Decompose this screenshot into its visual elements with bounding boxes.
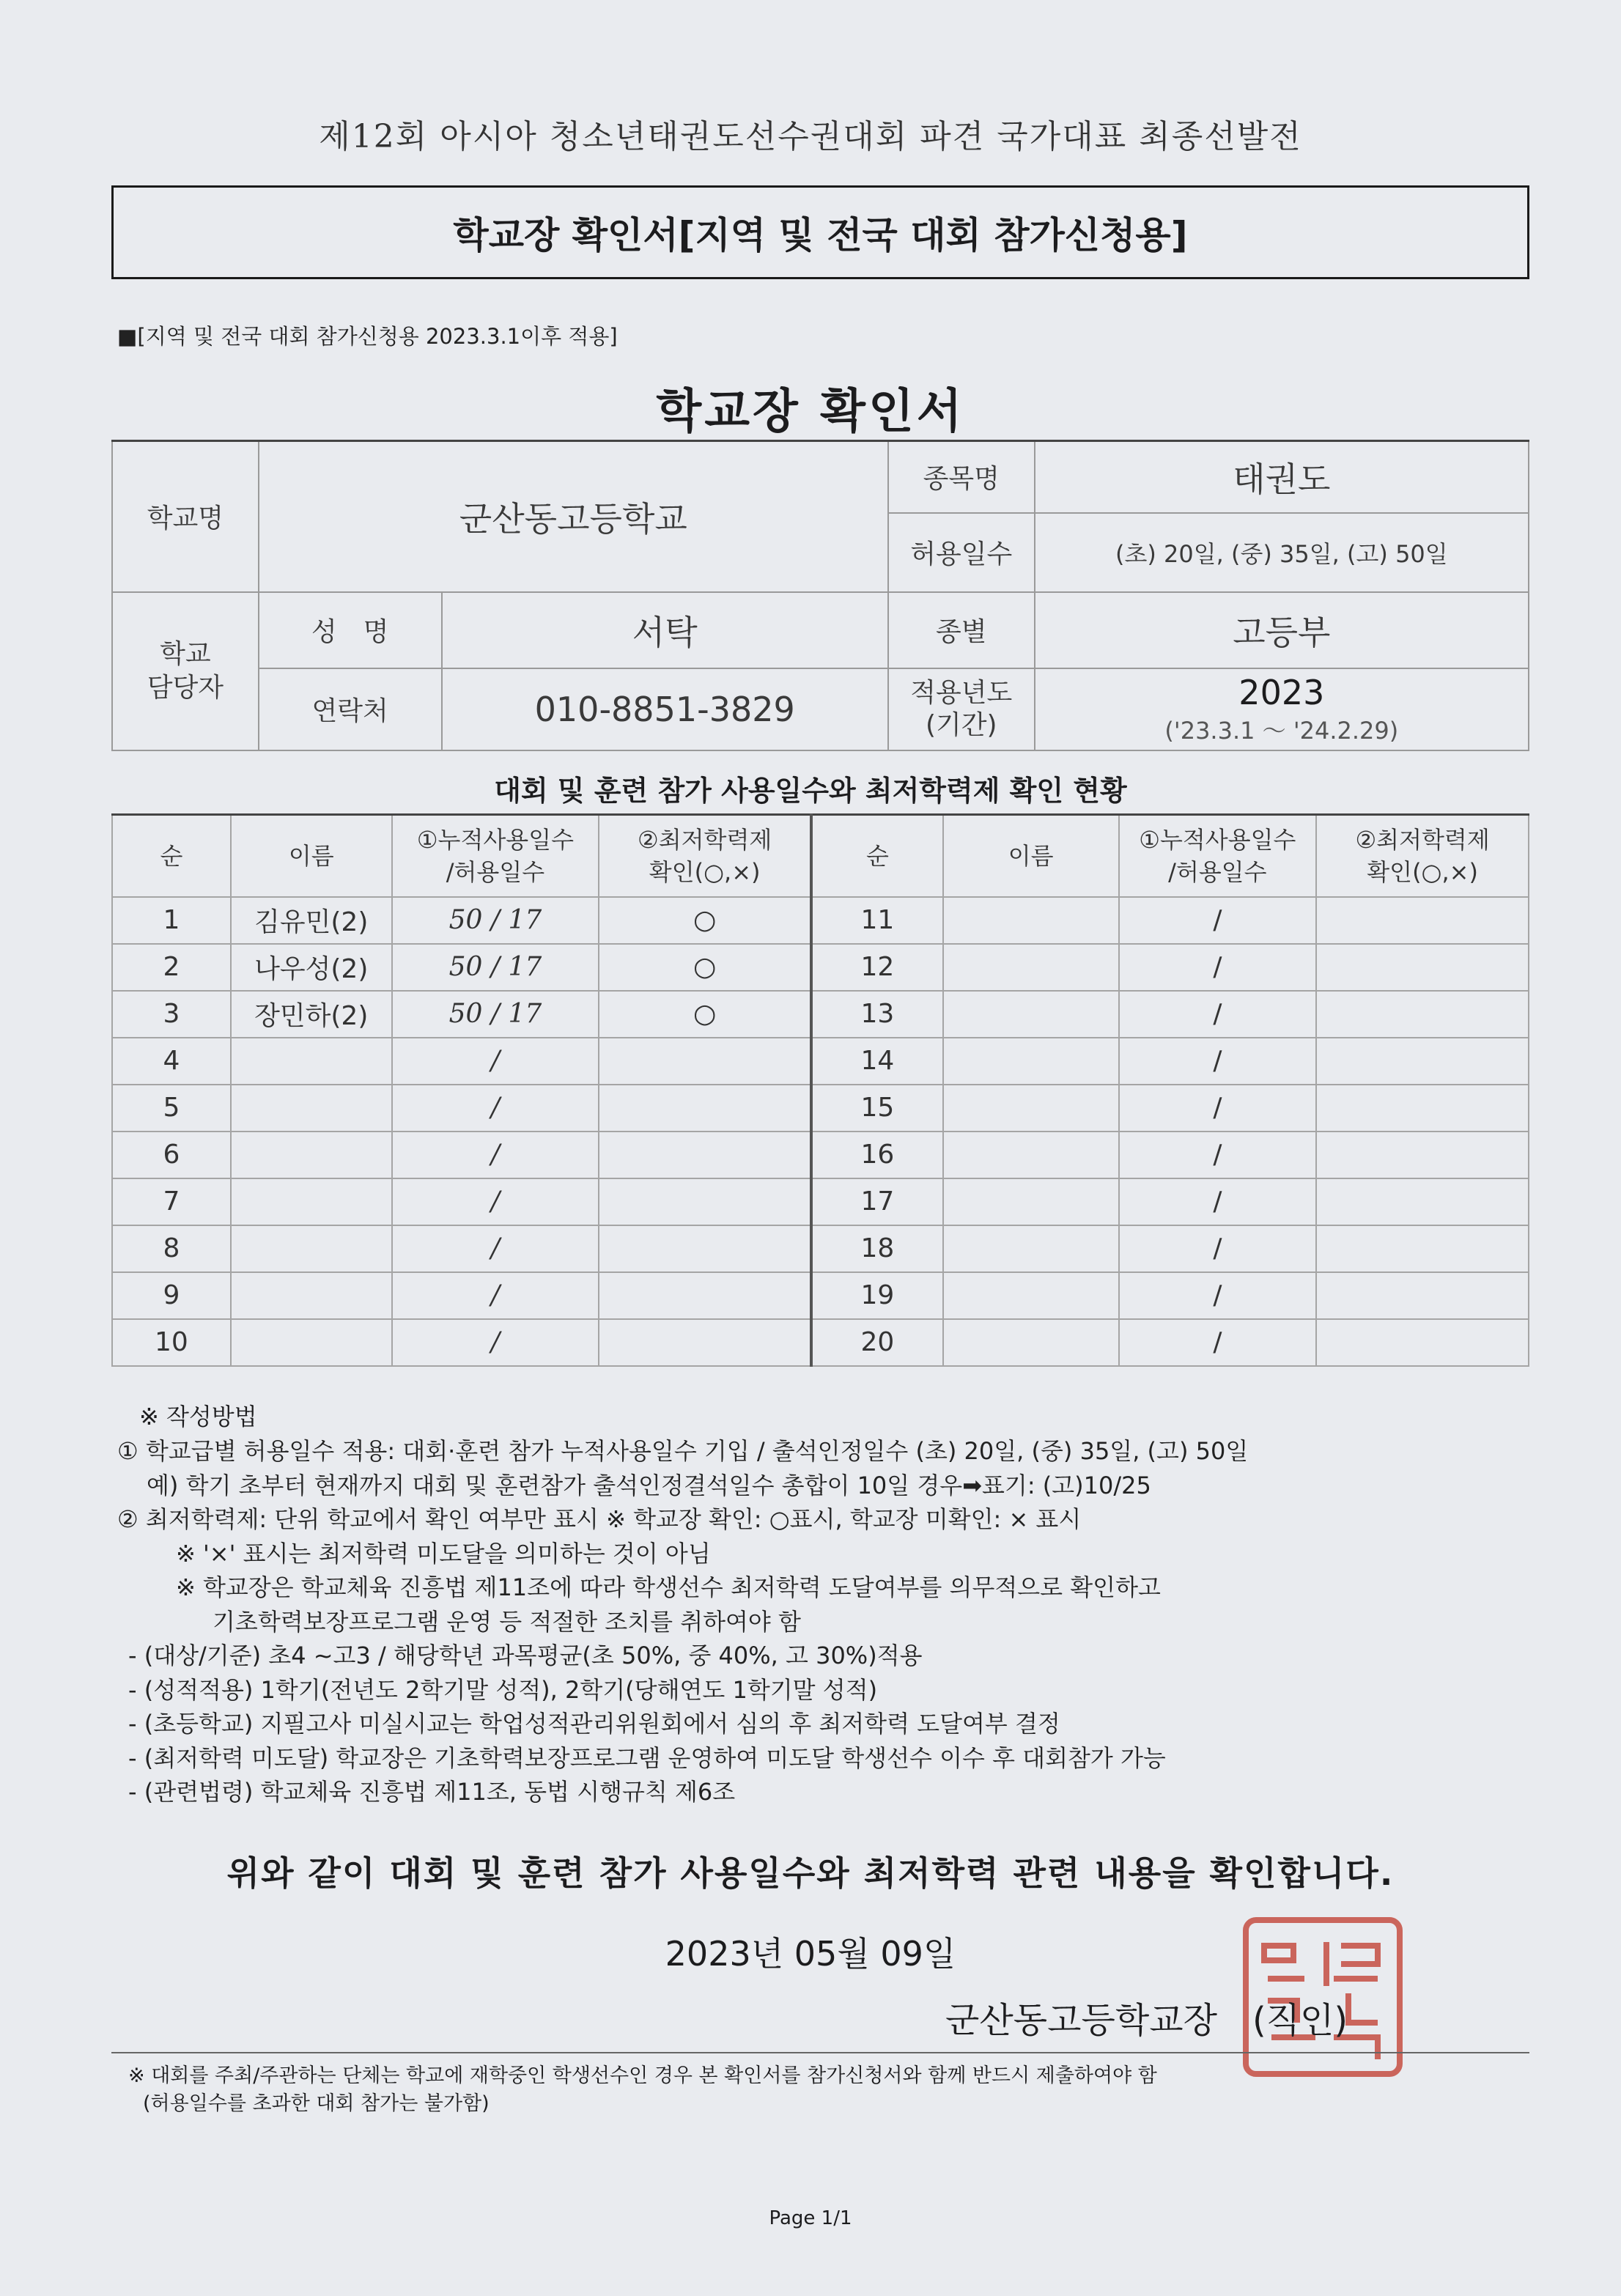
row-no: 19 — [811, 1272, 943, 1319]
row-days: / — [1119, 991, 1317, 1038]
row-days: / — [392, 1132, 599, 1178]
row-no: 6 — [112, 1132, 231, 1178]
row-no: 17 — [811, 1178, 943, 1225]
row-no: 13 — [811, 991, 943, 1038]
row-check — [599, 1225, 811, 1272]
row-name — [943, 944, 1119, 991]
row-check — [1316, 1225, 1529, 1272]
row-check — [1316, 944, 1529, 991]
row-no: 8 — [112, 1225, 231, 1272]
year-cell — [1035, 668, 1529, 750]
row-check — [599, 1132, 811, 1178]
header-days: ①누적사용일수 /허용일수 — [392, 815, 599, 897]
row-name — [943, 1132, 1119, 1178]
row-days: / — [1119, 1178, 1317, 1225]
method-line: 예) 학기 초부터 현재까지 대회 및 훈련참가 출석인정결석일수 총합이 10일 경우➡표기: (고)10/25 — [147, 1471, 1151, 1499]
row-name — [943, 1085, 1119, 1132]
header-no: 순 — [112, 815, 231, 897]
row-days: / — [392, 1319, 599, 1366]
issue-date: 2023년 05월 09일 — [665, 1934, 956, 1974]
method-line: - (최저학력 미도달) 학교장은 기초학력보장프로그램 운영하여 미도달 학생선수 이수 후 대회참가 가능 — [128, 1743, 1166, 1772]
form-title: 학교장 확인서[지역 및 전국 대회 참가신청용] — [453, 214, 1188, 256]
contact-value: 010-8851-3829 — [442, 668, 888, 750]
row-name — [943, 991, 1119, 1038]
row-no: 2 — [112, 944, 231, 991]
category-label: 종별 — [888, 592, 1035, 668]
row-name — [231, 1085, 392, 1132]
row-days: / — [1119, 1085, 1317, 1132]
footer-note-1: ※ 대회를 주최/주관하는 단체는 학교에 재학중인 학생선수인 경우 본 확인서를 참가신청서와 함께 반드시 제출하여야 함 — [128, 2064, 1157, 2087]
row-check — [1316, 897, 1529, 944]
row-days: / — [1119, 897, 1317, 944]
row-days: 50 / 17 — [392, 944, 599, 991]
allowed-days-label: 허용일수 — [888, 513, 1035, 592]
row-name — [943, 1272, 1119, 1319]
row-days: / — [1119, 1132, 1317, 1178]
page-number: Page 1/1 — [769, 2207, 852, 2229]
table-row — [112, 1085, 1529, 1132]
row-check: ○ — [599, 897, 811, 944]
year-value: 2023 — [1238, 672, 1325, 712]
event-title: 제12회 아시아 청소년태권도선수권대회 파견 국가대표 최종선발전 — [319, 118, 1302, 155]
row-days: / — [1119, 944, 1317, 991]
confirmation-statement: 위와 같이 대회 및 훈련 참가 사용일수와 최저학력 관련 내용을 확인합니다. — [226, 1853, 1395, 1893]
row-no: 5 — [112, 1085, 231, 1132]
row-days: / — [1119, 1038, 1317, 1085]
manager-name-label: 성 명 — [259, 592, 442, 668]
method-line: ※ 학교장은 학교체육 진흥법 제11조에 따라 학생선수 최저학력 도달여부를 의무적으로 확인하고 — [176, 1573, 1161, 1601]
table-row — [112, 1038, 1529, 1085]
row-name — [231, 1272, 392, 1319]
method-title: ※ 작성방법 — [139, 1403, 257, 1431]
footer-note-2: (허용일수를 초과한 대회 참가는 불가함) — [143, 2092, 490, 2115]
row-check — [1316, 1038, 1529, 1085]
manager-name-value: 서탁 — [442, 592, 888, 668]
table-row — [112, 1225, 1529, 1272]
row-days: / — [392, 1178, 599, 1225]
row-no: 11 — [811, 897, 943, 944]
row-days: 50 / 17 — [392, 897, 599, 944]
header-name-right: 이름 — [943, 815, 1119, 897]
row-check — [599, 1178, 811, 1225]
row-no: 7 — [112, 1178, 231, 1225]
manager-label: 학교 담당자 — [112, 592, 259, 750]
header-days-right: ①누적사용일수 /허용일수 — [1119, 815, 1317, 897]
row-days: / — [1119, 1272, 1317, 1319]
method-line: 기초학력보장프로그램 운영 등 적절한 조치를 취하여야 함 — [213, 1607, 801, 1636]
row-check — [1316, 1178, 1529, 1225]
status-title: 대회 및 훈련 참가 사용일수와 최저학력제 확인 현황 — [494, 775, 1127, 807]
method-line: - (관련법령) 학교체육 진흥법 제11조, 동법 시행규칙 제6조 — [128, 1778, 736, 1806]
row-name — [943, 1319, 1119, 1366]
row-no: 14 — [811, 1038, 943, 1085]
method-line: - (초등학교) 지필고사 미실시교는 학업성적관리위원회에서 심의 후 최저학력 도달여부 결정 — [128, 1710, 1060, 1738]
year-period: ('23.3.1 ～ '24.2.29) — [1164, 716, 1399, 745]
row-days: / — [1119, 1225, 1317, 1272]
row-check — [1316, 1319, 1529, 1366]
form-title-box — [111, 185, 1529, 279]
document-title: 학교장 확인서 — [656, 385, 965, 439]
table-row — [112, 1319, 1529, 1366]
row-name — [231, 1225, 392, 1272]
table-row — [112, 1178, 1529, 1225]
method-line: ① 학교급별 허용일수 적용: 대회·훈련 참가 누적사용일수 기입 / 출석인정일수 (초) 20일, (중) 35일, (고) 50일 — [117, 1437, 1249, 1465]
row-no: 18 — [811, 1225, 943, 1272]
row-days: 50 / 17 — [392, 991, 599, 1038]
row-name — [231, 1038, 392, 1085]
row-name — [943, 897, 1119, 944]
footer-divider — [111, 2052, 1529, 2053]
row-name — [943, 1038, 1119, 1085]
row-name — [231, 1178, 392, 1225]
method-line: - (성적적용) 1학기(전년도 2학기말 성적), 2학기(당해연도 1학기말 성적) — [128, 1675, 878, 1704]
row-days: / — [392, 1038, 599, 1085]
status-table — [111, 813, 1529, 1367]
row-name: 김유민(2) — [231, 897, 392, 944]
row-check — [1316, 1272, 1529, 1319]
row-name — [943, 1225, 1119, 1272]
row-check — [599, 1319, 811, 1366]
row-no: 16 — [811, 1132, 943, 1178]
category-value: 고등부 — [1035, 592, 1529, 668]
row-name: 장민하(2) — [231, 991, 392, 1038]
row-check: ○ — [599, 991, 811, 1038]
applicability-notice: ■[지역 및 전국 대회 참가신청용 2023.3.1이후 적용] — [117, 324, 618, 349]
row-days: / — [1119, 1319, 1317, 1366]
row-no: 12 — [811, 944, 943, 991]
row-name — [943, 1178, 1119, 1225]
row-days: / — [392, 1225, 599, 1272]
row-no: 10 — [112, 1319, 231, 1366]
sport-value: 태권도 — [1035, 441, 1529, 513]
method-line: ② 최저학력제: 단위 학교에서 확인 여부만 표시 ※ 학교장 확인: ○표시, 학교장 미확인: × 표시 — [117, 1505, 1082, 1533]
table-row — [112, 897, 1529, 944]
row-check — [599, 1272, 811, 1319]
table-row — [112, 1272, 1529, 1319]
row-no: 3 — [112, 991, 231, 1038]
table-row — [112, 1132, 1529, 1178]
table-row — [112, 944, 1529, 991]
info-table — [111, 440, 1529, 751]
sport-label: 종목명 — [888, 441, 1035, 513]
row-name — [231, 1132, 392, 1178]
row-name — [231, 1319, 392, 1366]
row-no: 1 — [112, 897, 231, 944]
header-check: ②최저학력제 확인(○,×) — [599, 815, 811, 897]
method-line: - (대상/기준) 초4 ~고3 / 해당학년 과목평균(초 50%, 중 40%, 고 30%)적용 — [128, 1642, 923, 1669]
row-no: 20 — [811, 1319, 943, 1366]
school-name-label: 학교명 — [112, 441, 259, 592]
row-check: ○ — [599, 944, 811, 991]
header-name: 이름 — [231, 815, 392, 897]
row-check — [1316, 1085, 1529, 1132]
row-name: 나우성(2) — [231, 944, 392, 991]
table-row — [112, 991, 1529, 1038]
row-days: / — [392, 1272, 599, 1319]
header-no-right: 순 — [811, 815, 943, 897]
row-no: 15 — [811, 1085, 943, 1132]
allowed-days-value: (초) 20일, (중) 35일, (고) 50일 — [1035, 513, 1529, 592]
header-check-right: ②최저학력제 확인(○,×) — [1316, 815, 1529, 897]
method-line: ※ '×' 표시는 최저학력 미도달을 의미하는 것이 아님 — [176, 1539, 711, 1568]
row-no: 9 — [112, 1272, 231, 1319]
row-check — [599, 1085, 811, 1132]
year-label: 적용년도 (기간) — [888, 668, 1035, 750]
principal-signature-line: 군산동고등학교장 (직인) — [945, 2000, 1348, 2041]
school-name-value: 군산동고등학교 — [259, 441, 888, 592]
row-no: 4 — [112, 1038, 231, 1085]
contact-label: 연락처 — [259, 668, 442, 750]
row-check — [1316, 991, 1529, 1038]
row-days: / — [392, 1085, 599, 1132]
row-check — [599, 1038, 811, 1085]
row-check — [1316, 1132, 1529, 1178]
